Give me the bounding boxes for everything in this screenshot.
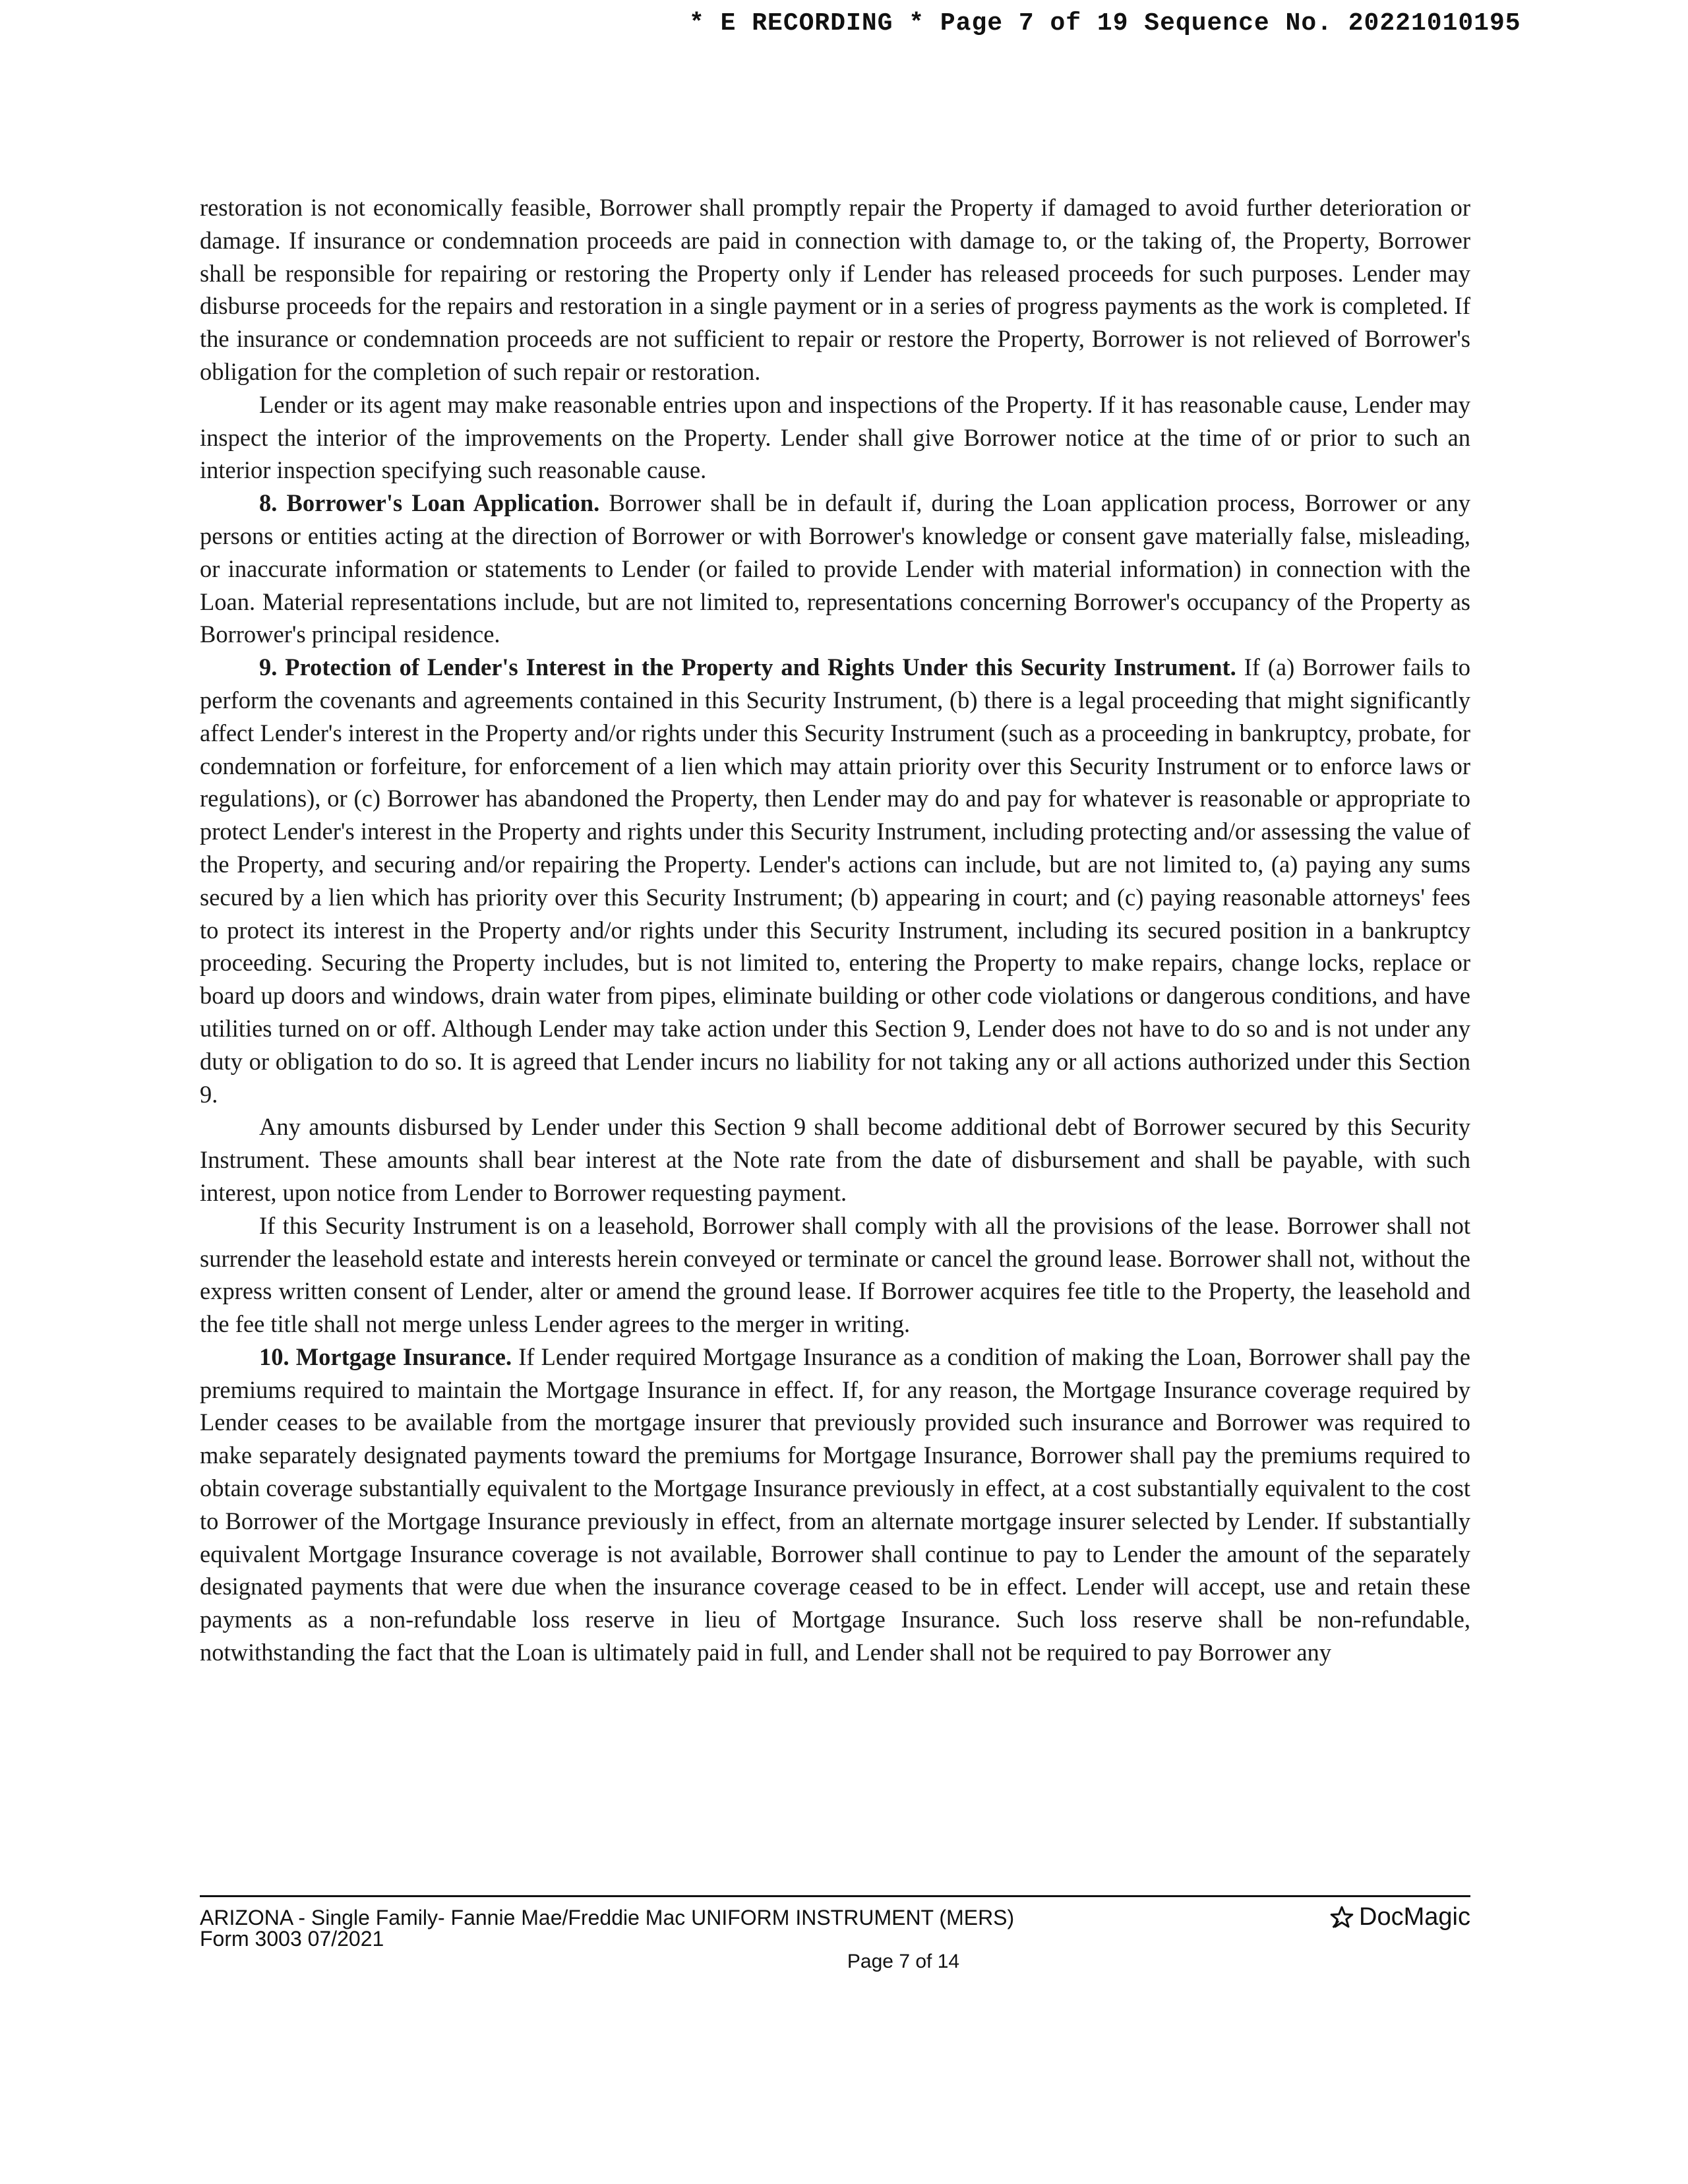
paragraph-amounts-disbursed: Any amounts disbursed by Lender under this Section 9 shall become additional debt of Borrower secured by this Security Instrument. These amounts shall bear interest at the Note rate from the date of disbursement and shall be payable, with such interest, upon notice from Lender to Borrower requesting payment. <box>200 1113 1470 1206</box>
section-10-text: If Lender required Mortgage Insurance as a condition of making the Loan, Borrower shall pay the premiums required to maintain the Mortgage Insurance in effect. If, for any reason, the Mortgage Insurance coverage required by Lender ceases to be available from the mortgage insurer that previously provided such insurance and Borrower was required to make separately designated payments toward the premiums for Mortgage Insurance, Borrower shall pay the premiums required to obtain coverage substantially equivalent to the Mortgage Insurance previously in effect, at a cost substantially equivalent to the cost to Borrower of the Mortgage Insurance previously in effect, from an alternate mortgage insurer selected by Lender. If substantially equivalent Mortgage Insurance coverage is not available, Borrower shall continue to pay to Lender the amount of the separately designated payments that were due when the insurance coverage ceased to be in effect. Lender will accept, use and retain these payments as a non-refundable loss reserve in lieu of Mortgage Insurance. Such loss reserve shall be non-refundable, notwithstanding the fact that the Loan is ultimately paid in full, and Lender shall not be required to pay Borrower any <box>200 1343 1470 1666</box>
paragraph-inspection: Lender or its agent may make reasonable entries upon and inspections of the Property. If it has reasonable cause, Lender may inspect the interior of the improvements on the Property. Lender shall give Borrower notice at the time of or prior to such an interior inspection specifying such reasonable cause. <box>200 390 1470 484</box>
section-9-text: If (a) Borrower fails to perform the covenants and agreements contained in this Security Instrument, (b) there is a legal proceeding that might significantly affect Lender's interest in the Property and/or rights under this Security Instrument (such as a proceeding in bankruptcy, probate, for condemnation or forfeiture, for enforcement of a lien which may attain priority over this Security Instrument or to enforce laws or regulations), or (c) Borrower has abandoned the Property, then Lender may do and pay for whatever is reasonable or appropriate to protect Lender's interest in the Property and rights under this Security Instrument, including protecting and/or assessing the value of the Property, and securing and/or repairing the Property. Lender's actions can include, but are not limited to, (a) paying any sums secured by a lien which has priority over this Security Instrument; (b) appearing in court; and (c) paying reasonable attorneys' fees to protect its interest in the Property and/or rights under this Security Instrument, including its secured position in a bankruptcy proceeding. Securing the Property includes, but is not limited to, entering the Property to make repairs, change locks, replace or board up doors and windows, drain water from pipes, eliminate building or other code violations or dangerous conditions, and have utilities turned on or off. Although Lender may take action under this Section 9, Lender does not have to do so and is not under any duty or obligation to do so. It is agreed that Lender incurs no liability for not taking any or all actions authorized under this Section 9. <box>200 653 1470 1108</box>
section-9-heading: 9. Protection of Lender's Interest in the Property and Rights Under this Security Instrument. <box>259 653 1236 681</box>
docmagic-logo-text: DocMagic <box>1359 1903 1470 1931</box>
section-9 <box>200 651 1470 1110</box>
section-8-heading: 8. Borrower's Loan Application. <box>259 489 600 517</box>
docmagic-logo <box>1329 1903 1470 1931</box>
section-10 <box>200 1341 1470 1669</box>
footer-form-info <box>200 1907 1189 1949</box>
paragraph-restoration: restoration is not economically feasible, Borrower shall promptly repair the Property if damaged to avoid further deterioration or damage. If insurance or condemnation proceeds are paid in connection with damage to, or the taking of, the Property, Borrower shall be responsible for repairing or restoring the Property only if Lender has released proceeds for such purposes. Lender may disburse proceeds for the repairs and restoration in a single payment or in a series of progress payments as the work is completed. If the insurance or condemnation proceeds are not sufficient to repair or restore the Property, Borrower is not relieved of Borrower's obligation for the completion of such repair or restoration. <box>200 194 1470 385</box>
section-10-heading: 10. Mortgage Insurance. <box>259 1343 512 1370</box>
star-outline-icon <box>1329 1904 1355 1931</box>
page-number: Page 7 of 14 <box>847 1951 960 1972</box>
recording-header: * E RECORDING * Page 7 of 19 Sequence No. 20221010195 <box>689 9 1521 38</box>
paragraph-leasehold: If this Security Instrument is on a leasehold, Borrower shall comply with all the provisions of the lease. Borrower shall not surrender the leasehold estate and interests herein conveyed or terminate or cancel the ground lease. Borrower shall not, without the express written consent of Lender, alter or amend the ground lease. If Borrower acquires fee title to the Property, the leasehold and the fee title shall not merge unless Lender agrees to the merger in writing. <box>200 1211 1470 1338</box>
section-8-text: Borrower shall be in default if, during the Loan application process, Borrower or any persons or entities acting at the direction of Borrower or with Borrower's knowledge or consent gave materially false, misleading, or inaccurate information or statements to Lender (or failed to provide Lender with material information) in connection with the Loan. Material representations include, but are not limited to, representations concerning Borrower's occupancy of the Property as Borrower's principal residence. <box>200 489 1470 648</box>
footer-form-number: Form 3003 07/2021 <box>200 1927 384 1951</box>
section-8 <box>200 487 1470 651</box>
footer-form-title: ARIZONA - Single Family- Fannie Mae/Freddie Mac UNIFORM INSTRUMENT (MERS) <box>200 1906 1015 1929</box>
document-body <box>200 191 1470 1669</box>
footer-divider <box>200 1895 1470 1897</box>
